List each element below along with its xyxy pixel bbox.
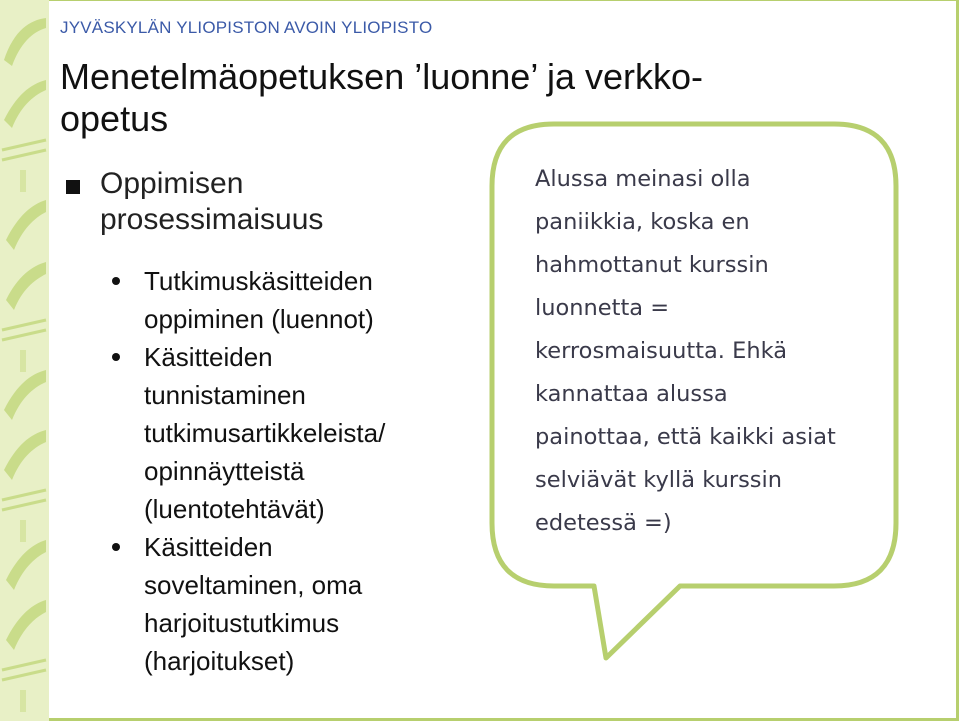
- bullet-item-line: Käsitteiden: [144, 342, 273, 372]
- square-bullet-icon: [66, 180, 80, 194]
- bullet-item: [108, 528, 468, 680]
- bullet-item-line: Käsitteiden: [144, 532, 273, 562]
- speech-bubble-line: paniikkia, koska en: [535, 209, 750, 235]
- header-organization: JYVÄSKYLÄN YLIOPISTON AVOIN YLIOPISTO: [60, 18, 433, 37]
- speech-bubble-line: Alussa meinasi olla: [535, 166, 751, 192]
- speech-bubble-line: luonnetta =: [535, 295, 670, 321]
- slide-title-line: opetus: [60, 98, 169, 139]
- level1-item: [66, 166, 426, 238]
- bullet-dot-icon: [112, 277, 120, 285]
- bullet-item-line: tutkimusartikkeleista/: [144, 418, 386, 448]
- speech-bubble-line: selviävät kyllä kurssin: [535, 467, 783, 493]
- bullet-item: [108, 338, 468, 528]
- speech-bubble-line: painottaa, että kaikki asiat: [535, 424, 836, 450]
- level1-item-line: prosessimaisuus: [100, 203, 324, 236]
- speech-bubble-text: [535, 158, 885, 545]
- level1-item-line: Oppimisen: [100, 167, 244, 200]
- bullet-item: [108, 262, 468, 338]
- bullet-dot-icon: [112, 353, 120, 361]
- bullet-item-line: (harjoitukset): [144, 646, 295, 676]
- bullet-item-line: oppiminen (luennot): [144, 304, 374, 334]
- slide-title-line: Menetelmäopetuksen ’luonne’ ja verkko-: [60, 56, 704, 97]
- bullet-item-line: (luentotehtävät): [144, 494, 325, 524]
- bullet-item-line: Tutkimuskäsitteiden: [144, 266, 373, 296]
- bullet-item-line: opinnäytteistä: [144, 456, 305, 486]
- frame-top: [49, 0, 959, 1]
- bullet-item-line: tunnistaminen: [144, 380, 306, 410]
- bullet-list: [108, 262, 468, 680]
- bullet-dot-icon: [112, 543, 120, 551]
- bullet-item-line: harjoitustutkimus: [144, 608, 340, 638]
- bullet-item-line: soveltaminen, oma: [144, 570, 363, 600]
- speech-bubble-line: kerrosmaisuutta. Ehkä: [535, 338, 788, 364]
- leaf-pattern-icon: [0, 0, 49, 721]
- side-decoration-band: [0, 0, 49, 721]
- speech-bubble-line: edetessä =): [535, 510, 672, 536]
- speech-bubble-line: kannattaa alussa: [535, 381, 728, 407]
- speech-bubble-line: hahmottanut kurssin: [535, 252, 769, 278]
